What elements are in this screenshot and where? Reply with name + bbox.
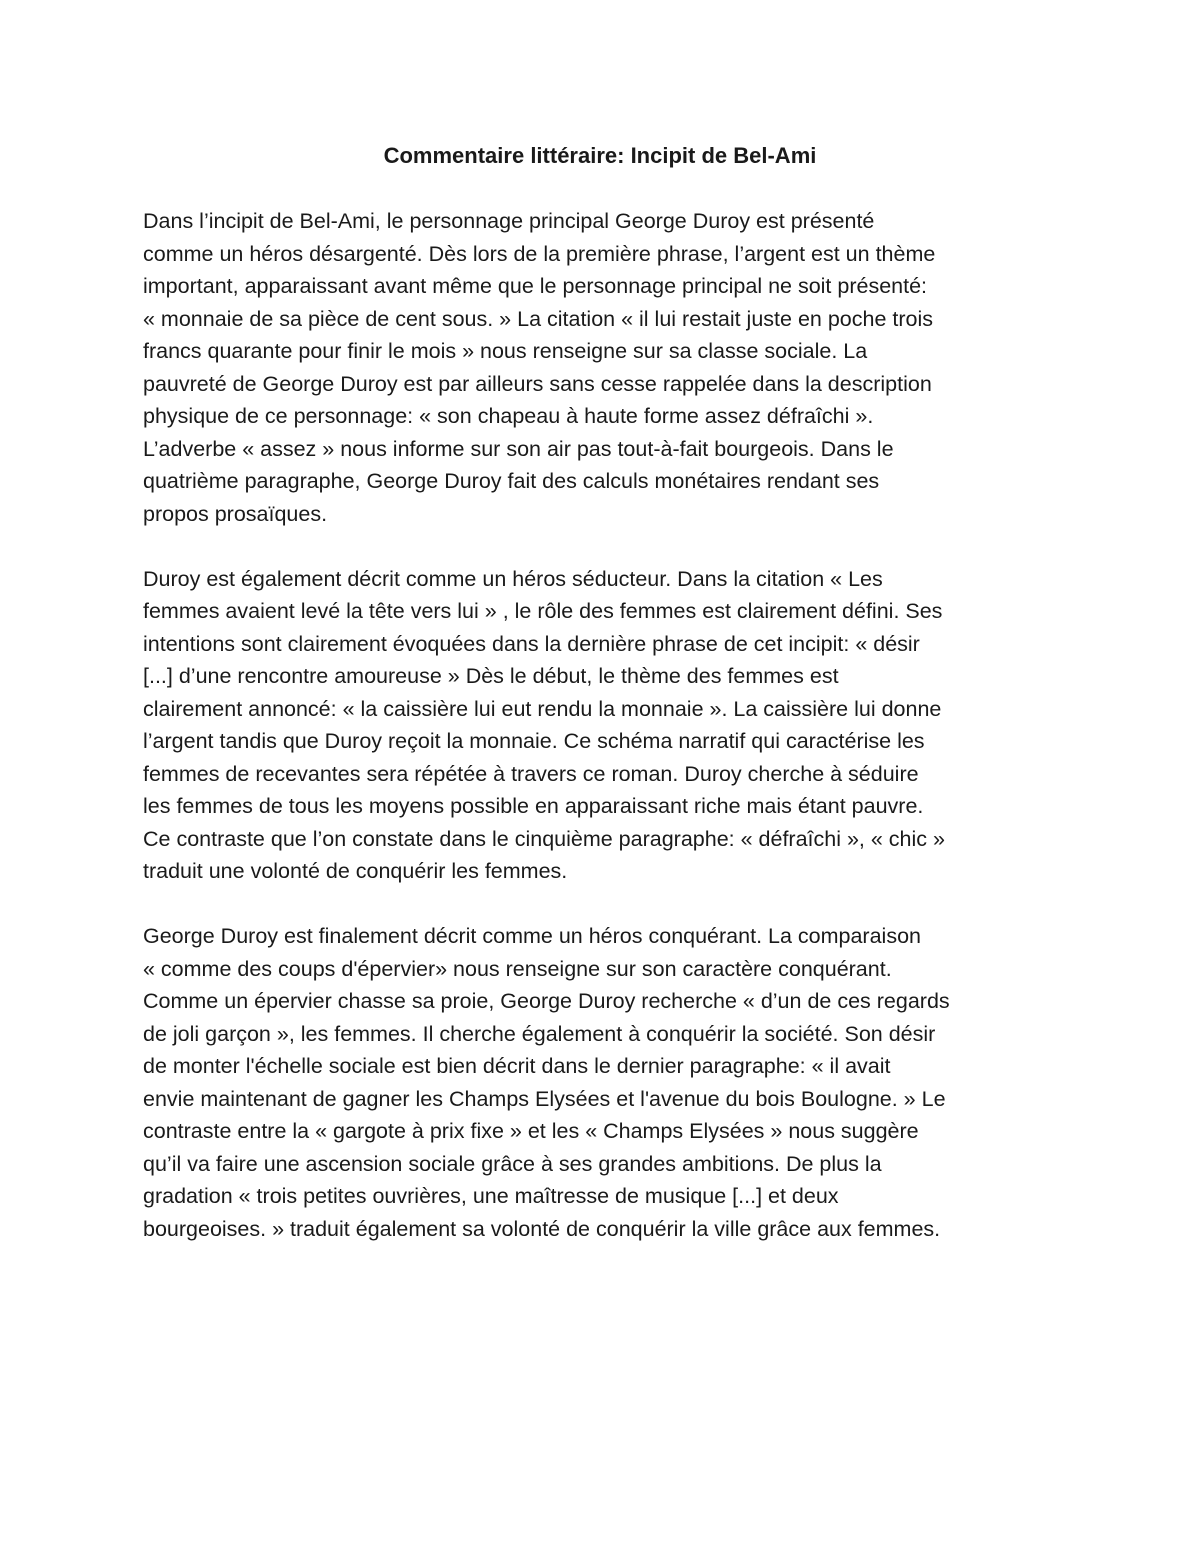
text-line: physique de ce personnage: « son chapeau à haute forme assez défraîchi ». <box>143 404 874 428</box>
text-line: de joli garçon », les femmes. Il cherche également à conquérir la société. Son désir <box>143 1021 936 1046</box>
text-line: L’adverbe « assez » nous informe sur son air pas tout-à-fait bourgeois. Dans le <box>143 436 894 461</box>
text-line: de monter l'échelle sociale est bien décrit dans le dernier paragraphe: « il avait <box>143 1054 891 1078</box>
paragraph-2 <box>143 563 1063 888</box>
text-line: Comme un épervier chasse sa proie, George Duroy recherche « d’un de ces regards <box>143 989 950 1013</box>
text-line: quatrième paragraphe, George Duroy fait des calculs monétaires rendant ses <box>143 469 880 493</box>
text-line: George Duroy est finalement décrit comme un héros conquérant. La comparaison <box>143 924 921 948</box>
text-line: envie maintenant de gagner les Champs Elysées et l'avenue du bois Boulogne. » Le <box>143 1086 946 1111</box>
text-line: bourgeoises. » traduit également sa volonté de conquérir la ville grâce aux femmes. <box>143 1216 941 1241</box>
document-body <box>143 205 1063 1278</box>
paragraph-1 <box>143 205 1063 530</box>
text-line: traduit une volonté de conquérir les femmes. <box>143 859 568 883</box>
text-line: propos prosaïques. <box>143 501 328 526</box>
text-line: qu’il va faire une ascension sociale grâce à ses grandes ambitions. De plus la <box>143 1151 882 1176</box>
text-line: Ce contraste que l’on constate dans le cinquième paragraphe: « défraîchi », « chic » <box>143 826 945 851</box>
document-title: Commentaire littéraire: Incipit de Bel-Ami <box>383 143 817 168</box>
text-line: clairement annoncé: « la caissière lui eut rendu la monnaie ». La caissière lui donne <box>143 696 942 721</box>
text-line: l’argent tandis que Duroy reçoit la monnaie. Ce schéma narratif qui caractérise les <box>143 729 925 753</box>
text-line: Duroy est également décrit comme un héros séducteur. Dans la citation « Les <box>143 566 883 591</box>
text-line: femmes de recevantes sera répétée à travers ce roman. Duroy cherche à séduire <box>143 761 919 786</box>
paragraph-3 <box>143 920 1063 1245</box>
text-line: contraste entre la « gargote à prix fixe » et les « Champs Elysées » nous suggère <box>143 1119 919 1143</box>
text-line: comme un héros désargenté. Dès lors de la première phrase, l’argent est un thème <box>143 241 936 266</box>
text-line: [...] d’une rencontre amoureuse » Dès le début, le thème des femmes est <box>143 664 839 688</box>
text-line: « comme des coups d'épervier» nous renseigne sur son caractère conquérant. <box>143 956 892 981</box>
text-line: important, apparaissant avant même que le personnage principal ne soit présenté: <box>143 274 928 298</box>
text-line: francs quarante pour finir le mois » nous renseigne sur sa classe sociale. La <box>143 339 868 363</box>
text-line: pauvreté de George Duroy est par ailleurs sans cesse rappelée dans la description <box>143 371 932 396</box>
text-line: « monnaie de sa pièce de cent sous. » La citation « il lui restait juste en poche trois <box>143 306 933 331</box>
text-line: femmes avaient levé la tête vers lui » , le rôle des femmes est clairement défini. Ses <box>143 599 943 623</box>
text-line: gradation « trois petites ouvrières, une maîtresse de musique [...] et deux <box>143 1184 839 1208</box>
text-line: les femmes de tous les moyens possible en apparaissant riche mais étant pauvre. <box>143 794 924 818</box>
text-line: Dans l’incipit de Bel-Ami, le personnage principal George Duroy est présenté <box>143 209 875 233</box>
text-line: intentions sont clairement évoquées dans la dernière phrase de cet incipit: « désir <box>143 631 920 656</box>
